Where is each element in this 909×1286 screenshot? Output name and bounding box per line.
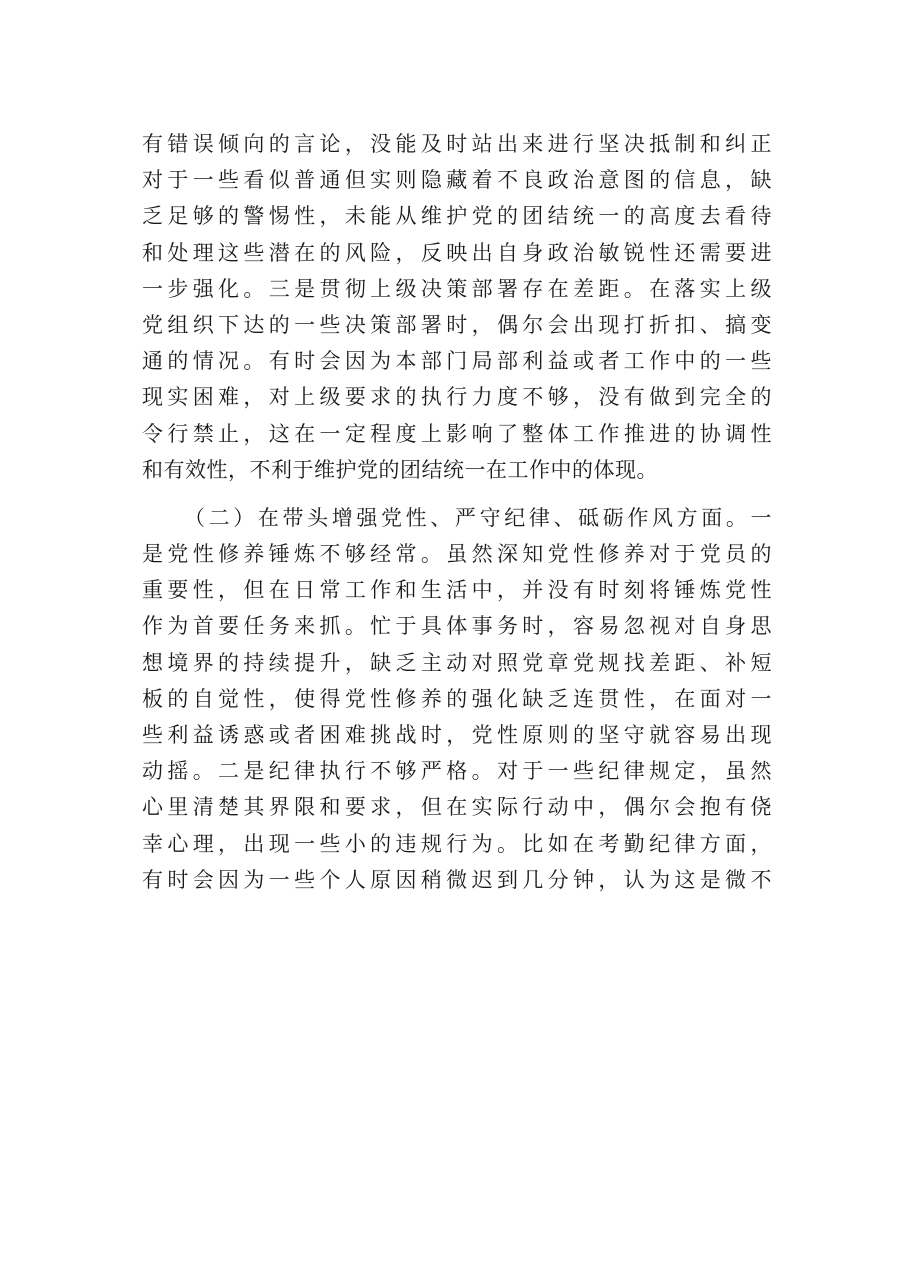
- text-line: 动摇。二是纪律执行不够严格。对于一些纪律规定，虽然: [142, 759, 772, 784]
- text-line: 想境界的持续提升，缺乏主动对照党章党规找差距、补短: [142, 650, 772, 675]
- text-line: 和有效性，不利于维护党的团结统一在工作中的体现。: [142, 457, 658, 482]
- text-line: 板的自觉性，使得党性修养的强化缺乏连贯性，在面对一: [142, 686, 772, 711]
- text-line: 有时会因为一些个人原因稍微迟到几分钟，认为这是微不: [142, 867, 772, 892]
- text-line: 令行禁止，这在一定程度上影响了整体工作推进的协调性: [142, 421, 772, 446]
- text-line: 重要性，但在日常工作和生活中，并没有时刻将锤炼党性: [142, 578, 772, 603]
- text-line: 乏足够的警惕性，未能从维护党的团结统一的高度去看待: [142, 204, 772, 229]
- text-line: 些利益诱惑或者困难挑战时，党性原则的坚守就容易出现: [142, 723, 772, 747]
- text-line: 一步强化。三是贯彻上级决策部署存在差距。在落实上级: [142, 276, 772, 301]
- text-line: 通的情况。有时会因为本部门局部利益或者工作中的一些: [142, 349, 772, 374]
- text-line: 是党性修养锤炼不够经常。虽然深知党性修养对于党员的: [142, 542, 772, 567]
- paragraph-2: [142, 500, 772, 898]
- body-text: [142, 126, 772, 898]
- paragraph-gap: [142, 488, 772, 500]
- text-line: 和处理这些潜在的风险，反映出自身政治敏锐性还需要进: [142, 240, 772, 265]
- section-heading-line: （二）在带头增强党性、严守纪律、砥砺作风方面。一: [184, 505, 772, 530]
- text-line: 作为首要任务来抓。忙于具体事务时，容易忽视对自身思: [142, 614, 772, 639]
- text-line: 党组织下达的一些决策部署时，偶尔会出现打折扣、搞变: [142, 312, 772, 337]
- text-line: 对于一些看似普通但实则隐藏着不良政治意图的信息，缺: [142, 168, 772, 193]
- text-line: 有错误倾向的言论，没能及时站出来进行坚决抵制和纠正: [142, 132, 772, 156]
- paragraph-1: [142, 126, 772, 488]
- text-line: 幸心理，出现一些小的违规行为。比如在考勤纪律方面，: [142, 831, 772, 856]
- text-line: 心里清楚其界限和要求，但在实际行动中，偶尔会抱有侥: [142, 795, 772, 820]
- text-line: 现实困难，对上级要求的执行力度不够，没有做到完全的: [142, 385, 772, 410]
